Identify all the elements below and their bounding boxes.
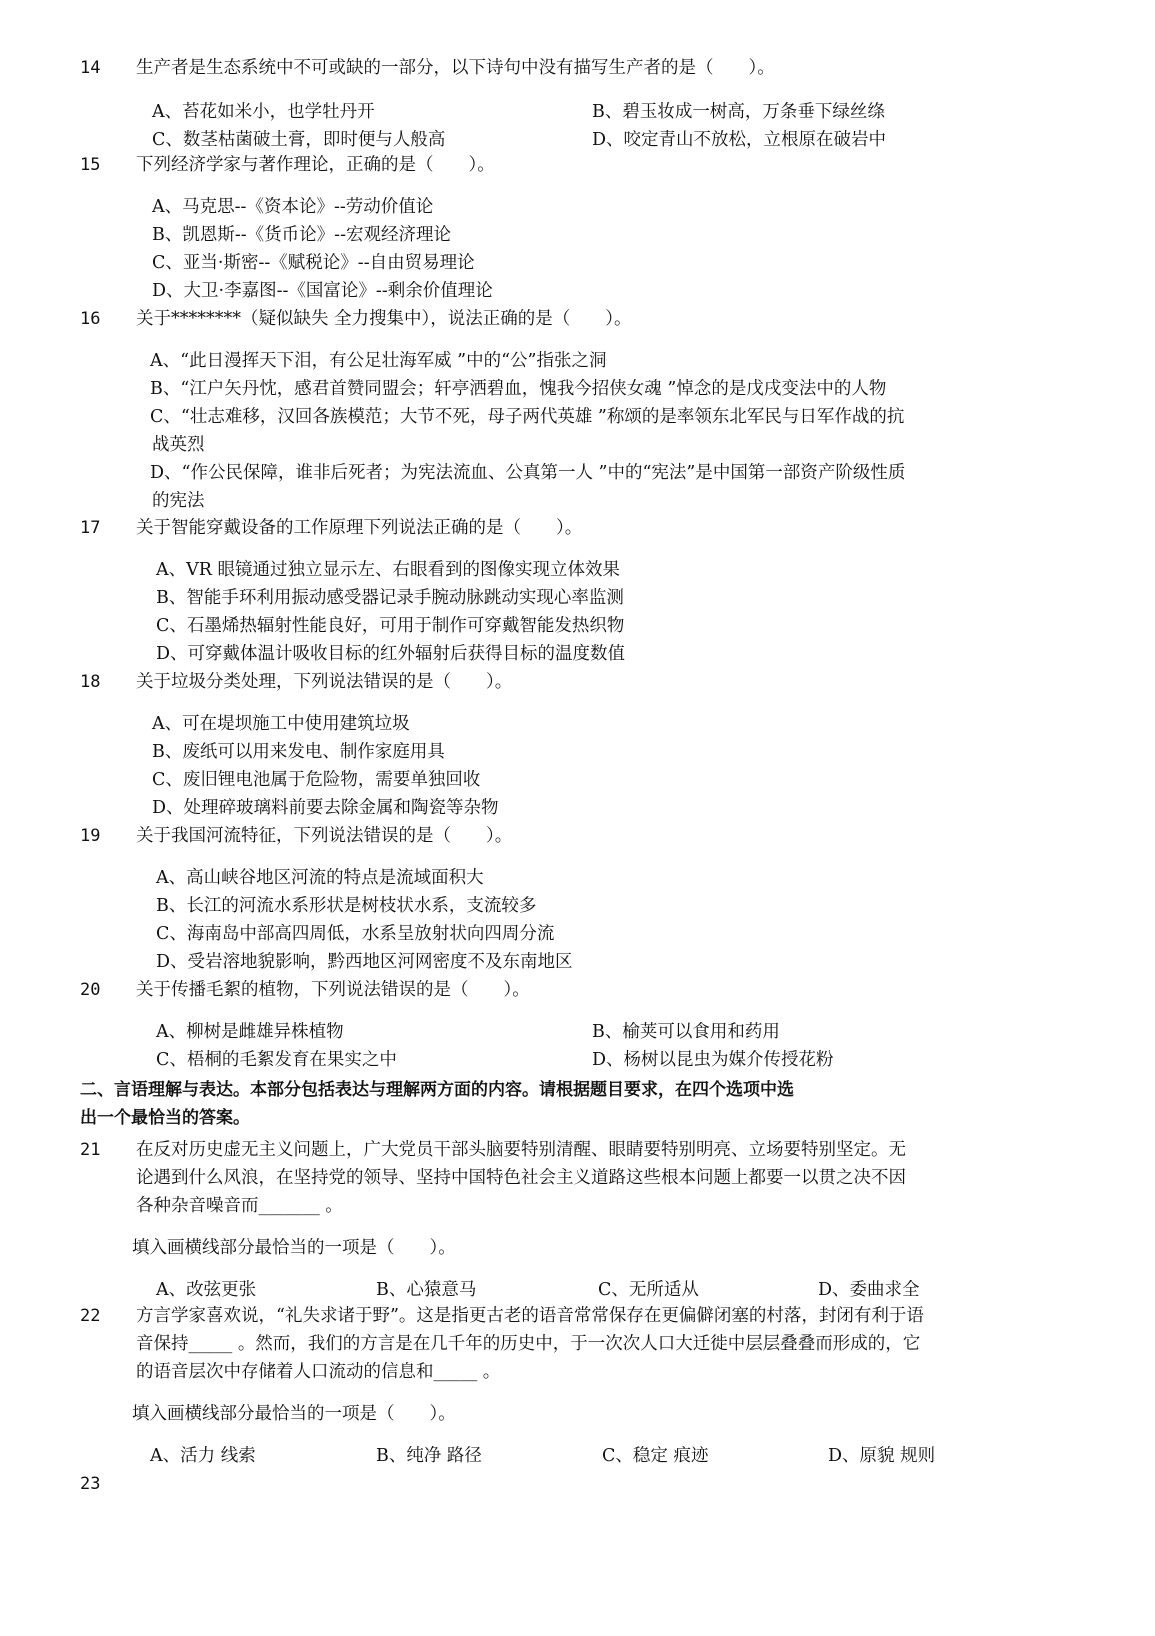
question-stem-line-2: 论遇到什么风浪，在坚持党的领导、坚持中国特色社会主义道路这些根本问题上都要一以贯之决不因 [136, 1168, 906, 1188]
option-d: D、原貌 规则 [828, 1446, 936, 1466]
option-a: A、“此日漫挥天下泪，有公足壮海军威 ”中的“公”指张之洞 [150, 351, 607, 371]
answer-prompt: 填入画横线部分最恰当的一项是（ ）。 [132, 1404, 456, 1424]
question-stem: 生产者是生态系统中不可或缺的一部分，以下诗句中没有描写生产者的是（ ）。 [136, 58, 775, 78]
question-stem: 关于传播毛絮的植物，下列说法错误的是（ ）。 [136, 980, 530, 1000]
option-d: D、受岩溶地貌影响，黔西地区河网密度不及东南地区 [156, 952, 573, 972]
options [80, 864, 1080, 976]
question-number: 19 [80, 826, 101, 846]
option-d: D、委曲求全 [818, 1280, 920, 1300]
option-d: D、处理碎玻璃料前要去除金属和陶瓷等杂物 [152, 798, 499, 818]
option-d: D、大卫·李嘉图--《国富论》--剩余价值理论 [152, 281, 493, 301]
option-b: B、“江户矢丹忱，感君首赞同盟会；轩亭洒碧血，愧我今招侠女魂 ”悼念的是戊戌变法中的人物 [150, 379, 887, 399]
options [80, 1442, 1080, 1470]
question-16 [80, 305, 1080, 515]
question-stem-line-3: 各种杂音噪音而_______ 。 [136, 1196, 343, 1216]
option-b: B、纯净 路径 [376, 1446, 482, 1466]
question-number: 16 [80, 309, 101, 329]
option-c: C、稳定 痕迹 [602, 1446, 709, 1466]
question-stem: 下列经济学家与著作理论，正确的是（ ）。 [136, 155, 495, 175]
option-d: D、杨树以昆虫为媒介传授花粉 [592, 1050, 834, 1070]
question-20 [80, 976, 1080, 1074]
options [80, 193, 1080, 305]
option-a: A、可在堤坝施工中使用建筑垃圾 [152, 714, 410, 734]
option-c-continued: 战英烈 [152, 435, 205, 455]
question-stem: 关于垃圾分类处理，下列说法错误的是（ ）。 [136, 672, 513, 692]
option-a: A、柳树是雌雄异株植物 [156, 1022, 344, 1042]
option-a: A、高山峡谷地区河流的特点是流域面积大 [156, 868, 484, 888]
section-heading-line-1: 二、言语理解与表达。本部分包括表达与理解两方面的内容。请根据题目要求，在四个选项中选 [80, 1080, 794, 1100]
options [80, 1276, 1080, 1304]
question-stem: 关于智能穿戴设备的工作原理下列说法正确的是（ ）。 [136, 518, 583, 538]
option-a: A、马克思--《资本论》--劳动价值论 [152, 197, 434, 217]
option-a: A、活力 线索 [150, 1446, 256, 1466]
question-23 [80, 1470, 1080, 1498]
question-18 [80, 668, 1080, 822]
question-number: 15 [80, 155, 101, 175]
option-b: B、心猿意马 [376, 1280, 477, 1300]
question-17 [80, 514, 1080, 668]
answer-prompt: 填入画横线部分最恰当的一项是（ ）。 [132, 1238, 456, 1258]
question-number: 23 [80, 1474, 101, 1494]
option-c: C、亚当·斯密--《赋税论》--自由贸易理论 [152, 253, 475, 273]
option-b: B、榆荚可以食用和药用 [592, 1022, 780, 1042]
question-number: 21 [80, 1140, 101, 1160]
option-c: C、海南岛中部高四周低，水系呈放射状向四周分流 [156, 924, 555, 944]
question-19 [80, 822, 1080, 976]
section-heading [80, 1076, 960, 1132]
question-22 [80, 1302, 1080, 1470]
question-21 [80, 1136, 1080, 1304]
option-d-continued: 的宪法 [152, 491, 205, 511]
option-b: B、智能手环利用振动感受器记录手腕动脉跳动实现心率监测 [156, 588, 624, 608]
options [80, 710, 1080, 822]
question-number: 20 [80, 980, 101, 1000]
question-number: 14 [80, 58, 101, 78]
option-d: D、咬定青山不放松，立根原在破岩中 [592, 130, 887, 150]
question-stem-line-3: 的语音层次中存储着人口流动的信息和_____ 。 [136, 1362, 501, 1382]
option-c: C、石墨烯热辐射性能良好，可用于制作可穿戴智能发热织物 [156, 616, 625, 636]
options [80, 98, 1080, 154]
section-heading-line-2: 出一个最恰当的答案。 [80, 1108, 250, 1128]
options [80, 1018, 1080, 1074]
option-d: D、“作公民保障，谁非后死者；为宪法流血、公真第一人 ”中的“宪法”是中国第一部资产阶级性质 [150, 463, 906, 483]
option-a: A、改弦更张 [156, 1280, 257, 1300]
question-number: 17 [80, 518, 101, 538]
question-number: 18 [80, 672, 101, 692]
option-c: C、梧桐的毛絮发育在果实之中 [156, 1050, 397, 1070]
options [80, 556, 1080, 668]
option-c: C、数茎枯菌破土膏，即时便与人般高 [152, 130, 446, 150]
options [80, 347, 1080, 515]
option-b: B、碧玉妆成一树高，万条垂下绿丝绦 [592, 102, 885, 122]
option-c: C、无所适从 [598, 1280, 699, 1300]
option-c: C、废旧锂电池属于危险物，需要单独回收 [152, 770, 481, 790]
question-stem-line-2: 音保持_____ 。然而，我们的方言是在几千年的历史中，于一次次人口大迁徙中层层叠叠而形成的，它 [136, 1334, 921, 1354]
option-c: C、“壮志难移，汉回各族模范；大节不死，母子两代英雄 ”称颂的是率领东北军民与日军作战的抗 [150, 407, 905, 427]
question-stem: 关于我国河流特征，下列说法错误的是（ ）。 [136, 826, 513, 846]
option-b: B、废纸可以用来发电、制作家庭用具 [152, 742, 445, 762]
question-15 [80, 151, 1080, 305]
question-stem-line-1: 方言学家喜欢说，“礼失求诸于野”。这是指更古老的语音常常保存在更偏僻闭塞的村落，封闭有利于语 [136, 1306, 924, 1326]
option-d: D、可穿戴体温计吸收目标的红外辐射后获得目标的温度数值 [156, 644, 626, 664]
question-stem-line-1: 在反对历史虚无主义问题上，广大党员干部头脑要特别清醒、眼睛要特别明亮、立场要特别坚定。无 [136, 1140, 906, 1160]
option-b: B、长江的河流水系形状是树枝状水系，支流较多 [156, 896, 537, 916]
option-a: A、VR 眼镜通过独立显示左、右眼看到的图像实现立体效果 [156, 560, 621, 580]
option-b: B、凯恩斯--《货币论》--宏观经济理论 [152, 225, 452, 245]
option-a: A、苔花如米小，也学牡丹开 [152, 102, 375, 122]
question-number: 22 [80, 1306, 101, 1326]
question-stem: 关于********（疑似缺失 全力搜集中），说法正确的是（ ）。 [136, 309, 632, 329]
question-14 [80, 54, 1080, 154]
